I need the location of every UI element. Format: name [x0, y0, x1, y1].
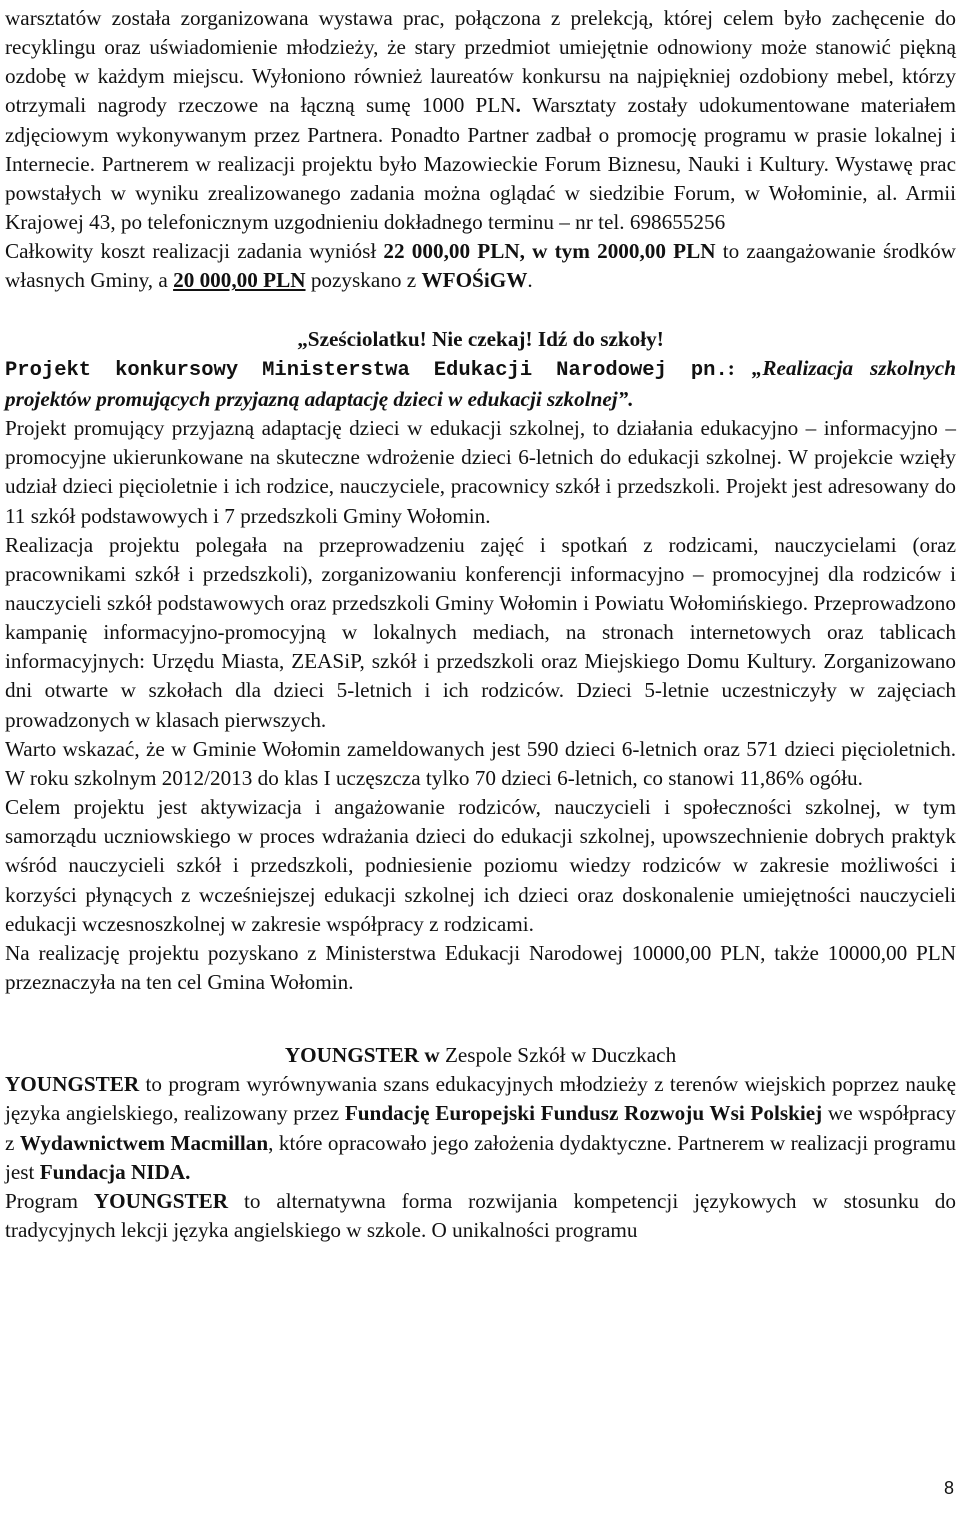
bold-program-name: YOUNGSTER	[93, 1188, 229, 1213]
paragraph-text: to program wyrównywania szans edukacyjnych młodzieży z terenów wiejskich poprzez naukę języka angielskiego, realizowany przez	[5, 1072, 956, 1126]
paragraph-project-goal: Celem projektu jest aktywizacja i angażowanie rodziców, nauczycieli i społeczności szkolnej, w tym samorządu uczniowskiego w proces wdrażania dzieci do edukacji szkolnej, upowszechnienie dobrych praktyk wśród nauczycieli szkół i przedszkoli, podniesienie poziomu wiedzy rodziców w zakresie możliwości i korzyści płynących z wcześniejszej edukacji szkolnej ich dzieci oraz doskonalenie umiejętności nauczycieli edukacji wczesnoszkolnej w zakresie współpracy z rodzicami.	[5, 795, 956, 936]
paragraph-text: we współpracy z	[5, 1101, 956, 1155]
bold-fund-name: WFOŚiGW	[421, 268, 528, 293]
paragraph-text: Całkowity koszt realizacji zadania wyniósł	[5, 239, 384, 264]
bold-period: .	[515, 93, 533, 118]
bold-program-name: YOUNGSTER	[5, 1072, 140, 1097]
heading-bold-text: YOUNGSTER w	[284, 1043, 440, 1068]
bold-publisher-name: Wydawnictwem Macmillan	[19, 1130, 269, 1155]
paragraph-text: warsztatów została zorganizowana wystawa prac, połączona z prelekcją, której celem było zachęcenie do recyklingu oraz uświadomienie młodzieży, że stary przedmiot umiejętnie odnowiony może stanowić piękną ozdobę w każdym miejscu. Wyłoniono również laureatów konkursu na najpiękniej ozdobiony mebel, którzy otrzymali nagrody rzeczowe na łączną sumę 1000 PLN	[5, 6, 956, 118]
paragraph-text: , które opracowało jego założenia dydaktyczne. Partnerem w realizacji programu jest	[5, 1130, 957, 1184]
project-title-colon: :	[727, 355, 752, 380]
paragraph-text: Program	[5, 1188, 94, 1213]
project-title-name: „Realizacja szkolnych projektów promujących przyjazną adaptację dzieci w edukacji szkolnej”.	[5, 355, 956, 411]
spacer	[5, 296, 956, 325]
heading-text: Zespole Szkół w Duczkach	[439, 1043, 677, 1068]
paragraph-text: to zaangażowanie środków własnych Gminy, a	[5, 239, 956, 293]
underlined-amount: 20 000,00 PLN	[173, 268, 306, 293]
project-title-label: Projekt konkursowy Ministerstwa Edukacji Narodowej pn.	[5, 358, 728, 382]
page-number: 8	[943, 1478, 954, 1498]
heading-text: „Sześciolatku! Nie czekaj! Idź do szkoły!	[297, 326, 664, 351]
bold-partner-name: Fundacja NIDA.	[39, 1159, 191, 1184]
bold-amount: 22 000,00 PLN, w tym 2000,00 PLN	[383, 239, 716, 264]
paragraph-text: Warsztaty zostały udokumentowane materiałem zdjęciowym wykonywanym przez Partnera. Ponadto Partner zadbał o promocję programu w prasie lokalnej i Internecie. Partnerem w realizacji projektu było Mazowieckie Forum Biznesu, Nauki i Kultury. Wystawę prac powstałych w wyniku zrealizowanego zadania można oglądać w siedzibie Forum, w Wołominie, al. Armii Krajowej 43, po telefonicznym uzgodnieniu dokładnego terminu – nr tel. 698655256	[5, 93, 957, 235]
bold-foundation-name: Fundację Europejski Fundusz Rozwoju Wsi Polskiej	[344, 1101, 823, 1126]
paragraph-youngster-intro	[5, 1070, 956, 1187]
document-page	[5, 4, 956, 1245]
section-heading-sixyear	[5, 325, 956, 354]
paragraph-text: .	[527, 268, 533, 293]
spacer	[5, 997, 956, 1041]
section-heading-youngster	[5, 1041, 956, 1070]
paragraph-project-realization: Realizacja projektu polegała na przeprowadzeniu zajęć i spotkań z rodzicami, nauczycielami (oraz pracownikami szkół i przedszkoli), zorganizowaniu konferencji informacyjno – promocyjnej dla rodziców i nauczycieli szkół podstawowych oraz przedszkoli Gminy Wołomin i Powiatu Wołomińskiego. Przeprowadzono kampanię informacyjno-promocyjną w lokalnych mediach, na stronach internetowych oraz tablicach informacyjnych: Urzędu Miasta, ZEASiP, szkół i przedszkoli oraz Miejskiego Domu Kultury. Zorganizowano dni otwarte w szkołach dla dzieci 5-letnich i ich rodziców. Dzieci 5-letnie uczestniczyły w zajęciach prowadzonych w klasach pierwszych.	[5, 532, 956, 732]
paragraph-exhibition	[5, 4, 956, 237]
paragraph-cost	[5, 237, 956, 295]
paragraph-funding: Na realizację projektu pozyskano z Ministerstwa Edukacji Narodowej 10000,00 PLN, także 10000,00 PLN przeznaczyła na ten cel Gmina Wołomin.	[5, 940, 956, 994]
paragraph-text: pozyskano z	[305, 268, 422, 293]
paragraph-project-description: Projekt promujący przyjazną adaptację dzieci w edukacji szkolnej, to działania edukacyjno – informacyjno – promocyjne ukierunkowane na skuteczne wdrożenie dzieci 6-letnich do edukacji szkolnej. W projekcie wzięły udział dzieci pięcioletnie i ich rodzice, nauczyciele, pracownicy szkół i przedszkoli. Projekt jest adresowany do 11 szkół podstawowych i 7 przedszkoli Gminy Wołomin.	[5, 416, 956, 528]
paragraph-statistics: Warto wskazać, że w Gminie Wołomin zameldowanych jest 590 dzieci 6-letnich oraz 571 dzieci pięcioletnich. W roku szkolnym 2012/2013 do klas I uczęszcza tylko 70 dzieci 6-letnich, co stanowi 11,86% ogółu.	[5, 736, 956, 790]
paragraph-text: to alternatywna forma rozwijania kompetencji językowych w stosunku do tradycyjnych lekcji języka angielskiego w szkole. O unikalności programu	[5, 1188, 956, 1243]
project-title	[5, 354, 956, 414]
paragraph-youngster-program	[5, 1187, 956, 1245]
